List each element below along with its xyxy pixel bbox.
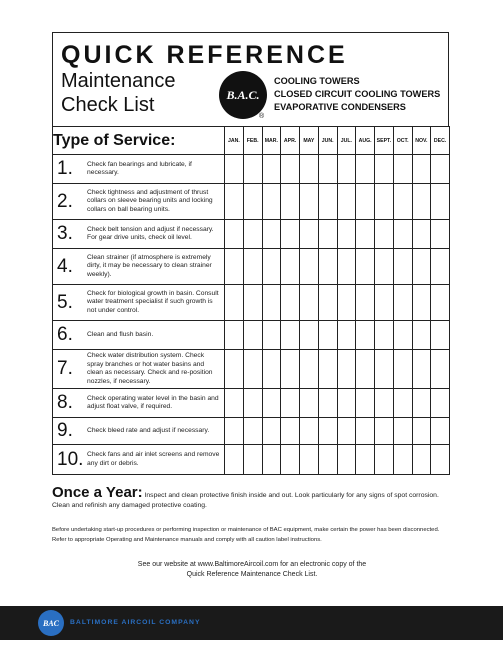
month-header: APR.: [281, 127, 300, 155]
task-number: 5.: [57, 291, 73, 313]
check-box-cell[interactable]: [412, 285, 431, 321]
check-box-cell[interactable]: [262, 285, 281, 321]
check-box-cell[interactable]: [243, 249, 262, 285]
check-box-cell[interactable]: [356, 445, 375, 475]
task-description: Check tightness and adjustment of thrust collars on sleeve bearing units and locking collars on ball bearing units.: [87, 188, 213, 213]
check-box-cell[interactable]: [412, 184, 431, 220]
check-box-cell[interactable]: [243, 321, 262, 350]
check-box-cell[interactable]: [412, 321, 431, 350]
checklist-title: [61, 69, 176, 117]
check-box-cell[interactable]: [337, 184, 356, 220]
check-box-cell[interactable]: [356, 389, 375, 418]
product-item: EVAPORATIVE CONDENSERS: [274, 102, 406, 112]
check-box-cell[interactable]: [431, 184, 450, 220]
check-box-cell[interactable]: [300, 184, 319, 220]
check-box-cell[interactable]: [300, 321, 319, 350]
task-row: [53, 155, 450, 184]
task-number: 4.: [57, 255, 73, 277]
task-row: [53, 220, 450, 249]
check-box-cell[interactable]: [262, 184, 281, 220]
check-box-cell[interactable]: [337, 220, 356, 249]
check-box-cell[interactable]: [431, 285, 450, 321]
registered-mark: ®: [259, 113, 265, 120]
check-box-cell[interactable]: [318, 350, 337, 389]
quick-reference-title: QUICK REFERENCE: [61, 41, 348, 69]
task-row: [53, 184, 450, 220]
task-cell: [53, 184, 225, 220]
task-cell: [53, 321, 225, 350]
check-box-cell[interactable]: [375, 321, 394, 350]
check-box-cell[interactable]: [375, 155, 394, 184]
task-row: [53, 350, 450, 389]
task-description: Check bleed rate and adjust if necessary.: [87, 426, 210, 434]
product-item: COOLING TOWERS: [274, 76, 360, 86]
check-box-cell[interactable]: [262, 389, 281, 418]
task-description: Check fan bearings and lubricate, if necessary.: [87, 160, 192, 176]
month-header: MAR.: [262, 127, 281, 155]
check-box-cell[interactable]: [300, 249, 319, 285]
check-box-cell[interactable]: [393, 418, 412, 445]
task-number: 6.: [57, 324, 73, 345]
check-box-cell[interactable]: [318, 418, 337, 445]
check-box-cell[interactable]: [225, 184, 244, 220]
check-box-cell[interactable]: [375, 184, 394, 220]
check-box-cell[interactable]: [243, 418, 262, 445]
once-a-year-title: Once a Year:: [52, 484, 143, 501]
check-box-cell[interactable]: [281, 155, 300, 184]
title-line-1: Maintenance: [61, 70, 176, 92]
check-box-cell[interactable]: [281, 445, 300, 475]
check-box-cell[interactable]: [300, 418, 319, 445]
check-box-cell[interactable]: [431, 350, 450, 389]
task-description: Clean and flush basin.: [87, 330, 154, 338]
task-row: [53, 321, 450, 350]
title-line-2: Check List: [61, 94, 155, 116]
check-box-cell[interactable]: [393, 389, 412, 418]
check-box-cell[interactable]: [412, 445, 431, 475]
product-item: CLOSED CIRCUIT COOLING TOWERS: [274, 89, 441, 99]
check-box-cell[interactable]: [337, 249, 356, 285]
check-box-cell[interactable]: [412, 350, 431, 389]
check-box-cell[interactable]: [243, 389, 262, 418]
once-a-year-section: [52, 484, 452, 511]
check-box-cell[interactable]: [412, 155, 431, 184]
check-box-cell[interactable]: [375, 445, 394, 475]
check-box-cell[interactable]: [262, 350, 281, 389]
footer-bar: [0, 606, 503, 640]
check-box-cell[interactable]: [262, 249, 281, 285]
check-box-cell[interactable]: [412, 220, 431, 249]
check-box-cell[interactable]: [243, 445, 262, 475]
task-cell: [53, 350, 225, 389]
check-box-cell[interactable]: [225, 389, 244, 418]
task-cell: [53, 220, 225, 249]
check-box-cell[interactable]: [412, 389, 431, 418]
check-box-cell[interactable]: [318, 249, 337, 285]
check-box-cell[interactable]: [262, 321, 281, 350]
check-box-cell[interactable]: [243, 285, 262, 321]
task-row: [53, 285, 450, 321]
check-box-cell[interactable]: [356, 155, 375, 184]
task-cell: [53, 155, 225, 184]
check-box-cell[interactable]: [262, 155, 281, 184]
task-description: Check operating water level in the basin and adjust float valve, if required.: [87, 394, 219, 410]
check-box-cell[interactable]: [225, 350, 244, 389]
check-box-cell[interactable]: [281, 249, 300, 285]
check-box-cell[interactable]: [393, 155, 412, 184]
website-line-2: Quick Reference Maintenance Check List.: [186, 571, 318, 578]
check-box-cell[interactable]: [356, 418, 375, 445]
check-box-cell[interactable]: [431, 220, 450, 249]
task-description: Check for biological growth in basin. Consult water treatment specialist if such growth is not under control.: [87, 289, 219, 314]
check-box-cell[interactable]: [300, 350, 319, 389]
check-box-cell[interactable]: [262, 445, 281, 475]
task-number: 10.: [57, 448, 84, 470]
website-line-1: See our website at www.BaltimoreAircoil.com for an electronic copy of the: [137, 561, 367, 568]
check-box-cell[interactable]: [281, 220, 300, 249]
check-box-cell[interactable]: [337, 445, 356, 475]
task-number: 2.: [57, 190, 73, 212]
check-box-cell[interactable]: [281, 350, 300, 389]
month-header: JAN.: [225, 127, 244, 155]
product-list: [274, 75, 440, 114]
check-box-cell[interactable]: [393, 184, 412, 220]
check-box-cell[interactable]: [318, 285, 337, 321]
check-box-cell[interactable]: [431, 389, 450, 418]
check-box-cell[interactable]: [225, 285, 244, 321]
check-box-cell[interactable]: [337, 350, 356, 389]
company-name: BALTIMORE AIRCOIL COMPANY: [70, 619, 201, 626]
check-box-cell[interactable]: [337, 285, 356, 321]
check-box-cell[interactable]: [337, 155, 356, 184]
check-box-cell[interactable]: [318, 389, 337, 418]
check-box-cell[interactable]: [300, 389, 319, 418]
check-box-cell[interactable]: [431, 418, 450, 445]
footer-bac-logo: BAC: [38, 610, 64, 636]
task-row: [53, 389, 450, 418]
check-box-cell[interactable]: [375, 389, 394, 418]
check-box-cell[interactable]: [356, 220, 375, 249]
check-box-cell[interactable]: [300, 155, 319, 184]
task-cell: [53, 285, 225, 321]
task-number: 7.: [57, 358, 73, 379]
task-description: Check belt tension and adjust if necessary. For gear drive units, check oil level.: [87, 225, 214, 241]
check-box-cell[interactable]: [281, 285, 300, 321]
check-box-cell[interactable]: [300, 220, 319, 249]
month-header: MAY: [300, 127, 319, 155]
check-box-cell[interactable]: [225, 220, 244, 249]
check-box-cell[interactable]: [393, 321, 412, 350]
check-box-cell[interactable]: [431, 155, 450, 184]
check-box-cell[interactable]: [225, 418, 244, 445]
check-box-cell[interactable]: [337, 418, 356, 445]
task-cell: [53, 445, 225, 475]
task-description: Check fans and air inlet screens and remove any dirt or debris.: [87, 451, 220, 467]
month-header: OCT.: [393, 127, 412, 155]
check-box-cell[interactable]: [375, 285, 394, 321]
task-cell: [53, 249, 225, 285]
header-box: [52, 32, 449, 126]
check-box-cell[interactable]: [281, 321, 300, 350]
task-cell: [53, 389, 225, 418]
check-box-cell[interactable]: [243, 184, 262, 220]
check-box-cell[interactable]: [393, 445, 412, 475]
check-box-cell[interactable]: [262, 418, 281, 445]
once-a-year-text: Inspect and clean protective finish inside and out. Look particularly for any signs of spot corrosion. Clean and refinish any damaged protective coating.: [52, 492, 439, 509]
check-box-cell[interactable]: [243, 155, 262, 184]
check-box-cell[interactable]: [412, 418, 431, 445]
check-box-cell[interactable]: [337, 389, 356, 418]
check-box-cell[interactable]: [337, 321, 356, 350]
check-box-cell[interactable]: [318, 445, 337, 475]
check-box-cell[interactable]: [356, 285, 375, 321]
check-box-cell[interactable]: [375, 220, 394, 249]
task-number: 3.: [57, 223, 73, 244]
check-box-cell[interactable]: [356, 249, 375, 285]
month-header: AUG.: [356, 127, 375, 155]
check-box-cell[interactable]: [431, 445, 450, 475]
check-box-cell[interactable]: [225, 155, 244, 184]
check-box-cell[interactable]: [281, 184, 300, 220]
safety-note: Before undertaking start-up procedures or performing inspection or maintenance of BAC equipment, make certain the power has been disconnected. Refer to appropriate Operating and Maintenance manuals and comply with all caution label instructions.: [52, 527, 440, 543]
check-box-cell[interactable]: [356, 350, 375, 389]
month-header: FEB.: [243, 127, 262, 155]
check-box-cell[interactable]: [393, 249, 412, 285]
task-row: [53, 445, 450, 475]
task-cell: [53, 418, 225, 445]
task-description: Check water distribution system. Check spray branches or hot water basins and clean as necessary. Check and re-position nozzles, if necessary.: [87, 352, 213, 385]
check-box-cell[interactable]: [281, 418, 300, 445]
check-box-cell[interactable]: [393, 285, 412, 321]
check-box-cell[interactable]: [393, 350, 412, 389]
task-row: [53, 418, 450, 445]
check-box-cell[interactable]: [318, 184, 337, 220]
month-header: NOV.: [412, 127, 431, 155]
month-header: JUN.: [318, 127, 337, 155]
website-note: [52, 560, 452, 580]
month-header: JUL.: [337, 127, 356, 155]
check-box-cell[interactable]: [281, 389, 300, 418]
check-box-cell[interactable]: [318, 220, 337, 249]
type-of-service-header: Type of Service:: [53, 127, 225, 155]
check-box-cell[interactable]: [431, 321, 450, 350]
check-box-cell[interactable]: [375, 249, 394, 285]
schedule-table: [52, 126, 450, 475]
check-box-cell[interactable]: [375, 350, 394, 389]
task-description: Clean strainer (if atmosphere is extremely dirty, it may be necessary to clean strainer weekly).: [87, 253, 212, 278]
check-box-cell[interactable]: [431, 249, 450, 285]
bac-logo: B.A.C.: [219, 71, 267, 119]
check-box-cell[interactable]: [356, 321, 375, 350]
task-number: 8.: [57, 392, 73, 413]
check-box-cell[interactable]: [356, 184, 375, 220]
check-box-cell[interactable]: [300, 285, 319, 321]
check-box-cell[interactable]: [300, 445, 319, 475]
task-row: [53, 249, 450, 285]
check-box-cell[interactable]: [393, 220, 412, 249]
check-box-cell[interactable]: [243, 220, 262, 249]
check-box-cell[interactable]: [225, 445, 244, 475]
check-box-cell[interactable]: [318, 155, 337, 184]
month-header: DEC.: [431, 127, 450, 155]
task-number: 1.: [57, 158, 73, 179]
task-number: 9.: [57, 420, 73, 441]
check-box-cell[interactable]: [225, 249, 244, 285]
check-box-cell[interactable]: [225, 321, 244, 350]
check-box-cell[interactable]: [243, 350, 262, 389]
month-header: SEPT.: [375, 127, 394, 155]
check-box-cell[interactable]: [412, 249, 431, 285]
check-box-cell[interactable]: [318, 321, 337, 350]
check-box-cell[interactable]: [375, 418, 394, 445]
check-box-cell[interactable]: [262, 220, 281, 249]
